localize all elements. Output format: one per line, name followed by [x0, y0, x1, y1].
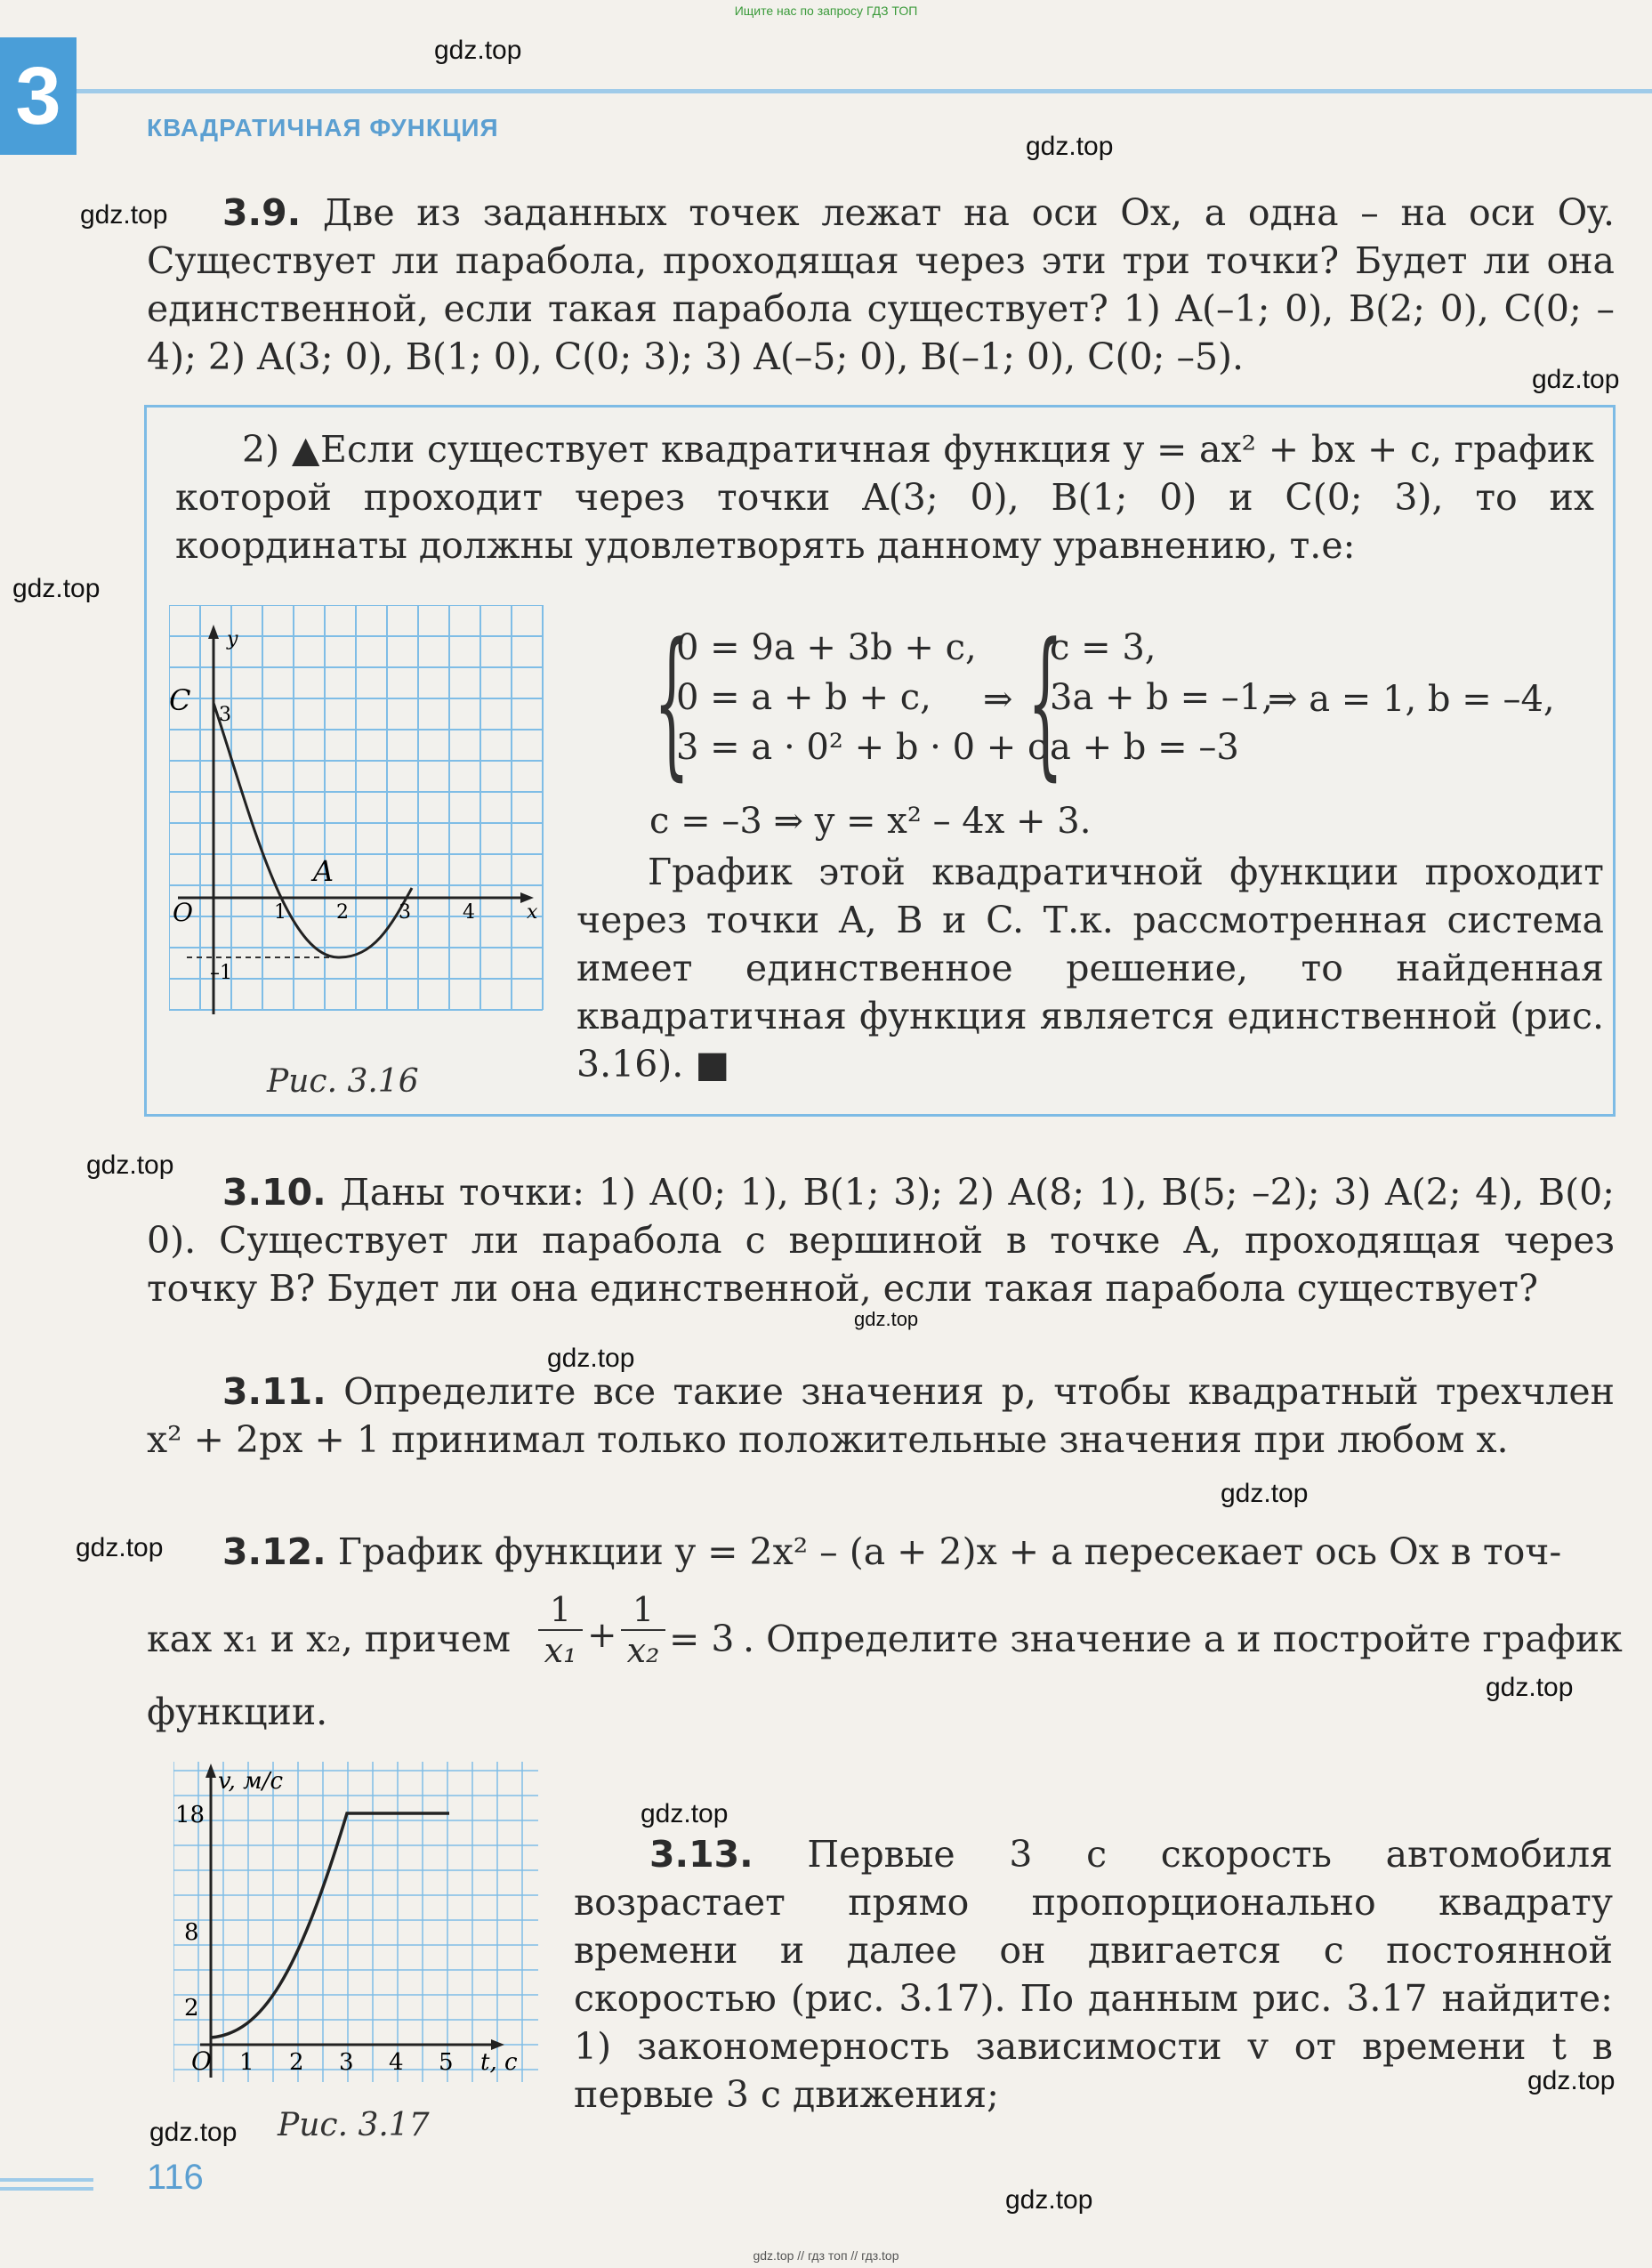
- system-2: [1050, 623, 1273, 772]
- tick-label: 3: [219, 704, 231, 726]
- bottom-note: gdz.top // гдз топ // гдз.top: [753, 2248, 899, 2263]
- fraction-equals: = 3: [669, 1618, 735, 1660]
- watermark: gdz.top: [1221, 1479, 1309, 1508]
- problem-3-13: [574, 1830, 1616, 2119]
- x-axis-label: x: [527, 901, 538, 924]
- tick-label: 18: [175, 1802, 205, 1828]
- page-bar: [0, 2178, 93, 2182]
- figure-3-17: [173, 1762, 547, 2100]
- figure-caption: Рис. 3.17: [278, 2107, 430, 2143]
- top-note: Ищите нас по запросу ГДЗ ТОП: [734, 4, 918, 18]
- implication-arrow: ⇒: [983, 679, 1013, 720]
- equation: 0 = 9a + 3b + c,: [676, 627, 977, 668]
- y-axis-label: v, м/с: [218, 1768, 284, 1795]
- equation: c = 3,: [1050, 627, 1156, 668]
- watermark: gdz.top: [12, 574, 101, 603]
- equation: 0 = a + b + c,: [676, 677, 931, 718]
- watermark: gdz.top: [86, 1150, 174, 1180]
- watermark: gdz.top: [854, 1308, 919, 1330]
- fraction-numerator: 1: [632, 1590, 655, 1629]
- tick-label: 8: [184, 1919, 199, 1946]
- watermark: gdz.top: [1486, 1673, 1574, 1702]
- equation: 3 = a · 0² + b · 0 + c: [676, 727, 1048, 768]
- tick-label: 2: [289, 2049, 304, 2076]
- equation: 3a + b = –1,: [1050, 677, 1273, 718]
- problem-number: 3.13.: [649, 1833, 753, 1876]
- tick-label: 2: [184, 1995, 199, 2022]
- problem-number: 3.12.: [222, 1530, 326, 1573]
- watermark: gdz.top: [547, 1344, 635, 1373]
- watermark: gdz.top: [80, 200, 168, 230]
- problem-3-9: [147, 189, 1615, 381]
- chapter-bar: [77, 89, 1652, 93]
- watermark: gdz.top: [641, 1799, 729, 1828]
- parabola-curve: [214, 703, 412, 957]
- point-a-label: A: [313, 854, 334, 888]
- problem-text: Даны точки: 1) A(0; 1), B(1; 3); 2) A(8; 1), B(5; –2); 3) A(2; 4), B(0; 0). Существует ли парабола с вершиной в точке A, проходящая через точку B? Будет ли она единственной, если такая парабола существует?: [147, 1171, 1615, 1310]
- problem-number: 3.11.: [222, 1370, 326, 1413]
- watermark: gdz.top: [1005, 2185, 1093, 2215]
- solution-text: График этой квадратичной функции проходит через точки A, B и C. Т.к. рассмотренная система имеет единственное решение, то найденная квадратичная функция является единственной (рис. 3.16). ■: [576, 851, 1604, 1086]
- problem-number: 3.10.: [222, 1171, 326, 1214]
- problem-3-11: [147, 1368, 1615, 1464]
- fraction-numerator: 1: [549, 1590, 572, 1629]
- tick-label: 4: [389, 2049, 404, 2076]
- solution-result-line: c = –3 ⇒ y = x² – 4x + 3.: [649, 801, 1092, 842]
- left-brace-icon: {: [1027, 609, 1064, 795]
- problem-number: 3.9.: [222, 191, 302, 234]
- watermark: gdz.top: [149, 2118, 238, 2147]
- fraction-denominator: x₁: [538, 1629, 583, 1670]
- fraction-2: [621, 1590, 665, 1670]
- velocity-curve: [211, 1813, 449, 2038]
- tick-label: 2: [336, 901, 349, 924]
- fraction-denominator: x₂: [621, 1629, 665, 1670]
- tick-label: 3: [399, 901, 411, 924]
- problem-3-12-line-2-start: ках x₁ и x₂, причем: [147, 1618, 511, 1660]
- watermark: gdz.top: [1532, 365, 1620, 394]
- problem-3-10: [147, 1168, 1615, 1312]
- watermark: gdz.top: [434, 36, 522, 65]
- fraction-1: [538, 1590, 583, 1670]
- x-axis-label: t, с: [480, 2049, 518, 2076]
- solution-intro: 2) ▲Если существует квадратичная функция y = ax² + bx + c, график которой проходит через точки A(3; 0), B(1; 0) и C(0; 3), то их координаты должны удовлетворять данному уравнению, т.е:: [175, 428, 1594, 567]
- tick-label: 4: [463, 901, 475, 924]
- tick-label: 3: [339, 2049, 354, 2076]
- page-bar: [0, 2187, 93, 2191]
- problem-text: Две из заданных точек лежат на оси Ox, а одна – на оси Oy. Существует ли парабола, проходящая через эти три точки? Будет ли она единственной, если такая парабола существует? 1) A(–1; 0), B(2; 0), C(0; –4); 2) A(3; 0), B(1; 0), C(0; 3); 3) A(–5; 0), B(–1; 0), C(0; –5).: [147, 191, 1615, 378]
- tick-label: 5: [439, 2049, 454, 2076]
- watermark: gdz.top: [76, 1533, 164, 1562]
- system-result: ⇒ a = 1, b = –4,: [1268, 679, 1555, 720]
- problem-text: Первые 3 с скорость автомобиля возрастает прямо пропорционально квадрату времени и далее он двигается с постоянной скоростью (рис. 3.17). По данным рис. 3.17 найдите: 1) закономерность зависимости v от времени t в первые 3 с движения;: [574, 1833, 1613, 2116]
- problem-text: Определите все такие значения p, чтобы квадратный трехчлен x² + 2px + 1 принимал только положительные значения при любом x.: [147, 1370, 1615, 1461]
- problem-text: График функции y = 2x² – (a + 2)x + a пересекает ось Ox в точ-: [337, 1530, 1562, 1573]
- problem-3-12-line-3: функции.: [147, 1691, 328, 1733]
- figure-caption: Рис. 3.16: [267, 1063, 419, 1100]
- page-number: 116: [147, 2158, 204, 2197]
- y-axis-label: y: [227, 628, 238, 650]
- watermark: gdz.top: [1527, 2066, 1616, 2095]
- figure-3-16: [169, 605, 552, 1028]
- problem-3-12-line-2-end: . Определите значение a и постройте график: [743, 1618, 1623, 1660]
- equation: a + b = –3: [1050, 727, 1239, 768]
- watermark: gdz.top: [1026, 132, 1114, 161]
- y-axis-arrow-icon: [208, 625, 219, 639]
- problem-3-12-line-1: [147, 1528, 1615, 1576]
- origin-label: O: [173, 898, 193, 927]
- tick-label: 1: [239, 2049, 254, 2076]
- fraction-plus: +: [587, 1615, 617, 1656]
- chapter-number: 3: [0, 37, 77, 155]
- chapter-title: КВАДРАТИЧНАЯ ФУНКЦИЯ: [147, 114, 499, 141]
- tick-label: 1: [274, 901, 286, 924]
- left-brace-icon: {: [654, 609, 690, 795]
- tick-label: –1: [210, 962, 232, 984]
- point-c-label: C: [169, 683, 191, 717]
- origin-label: O: [191, 2046, 212, 2076]
